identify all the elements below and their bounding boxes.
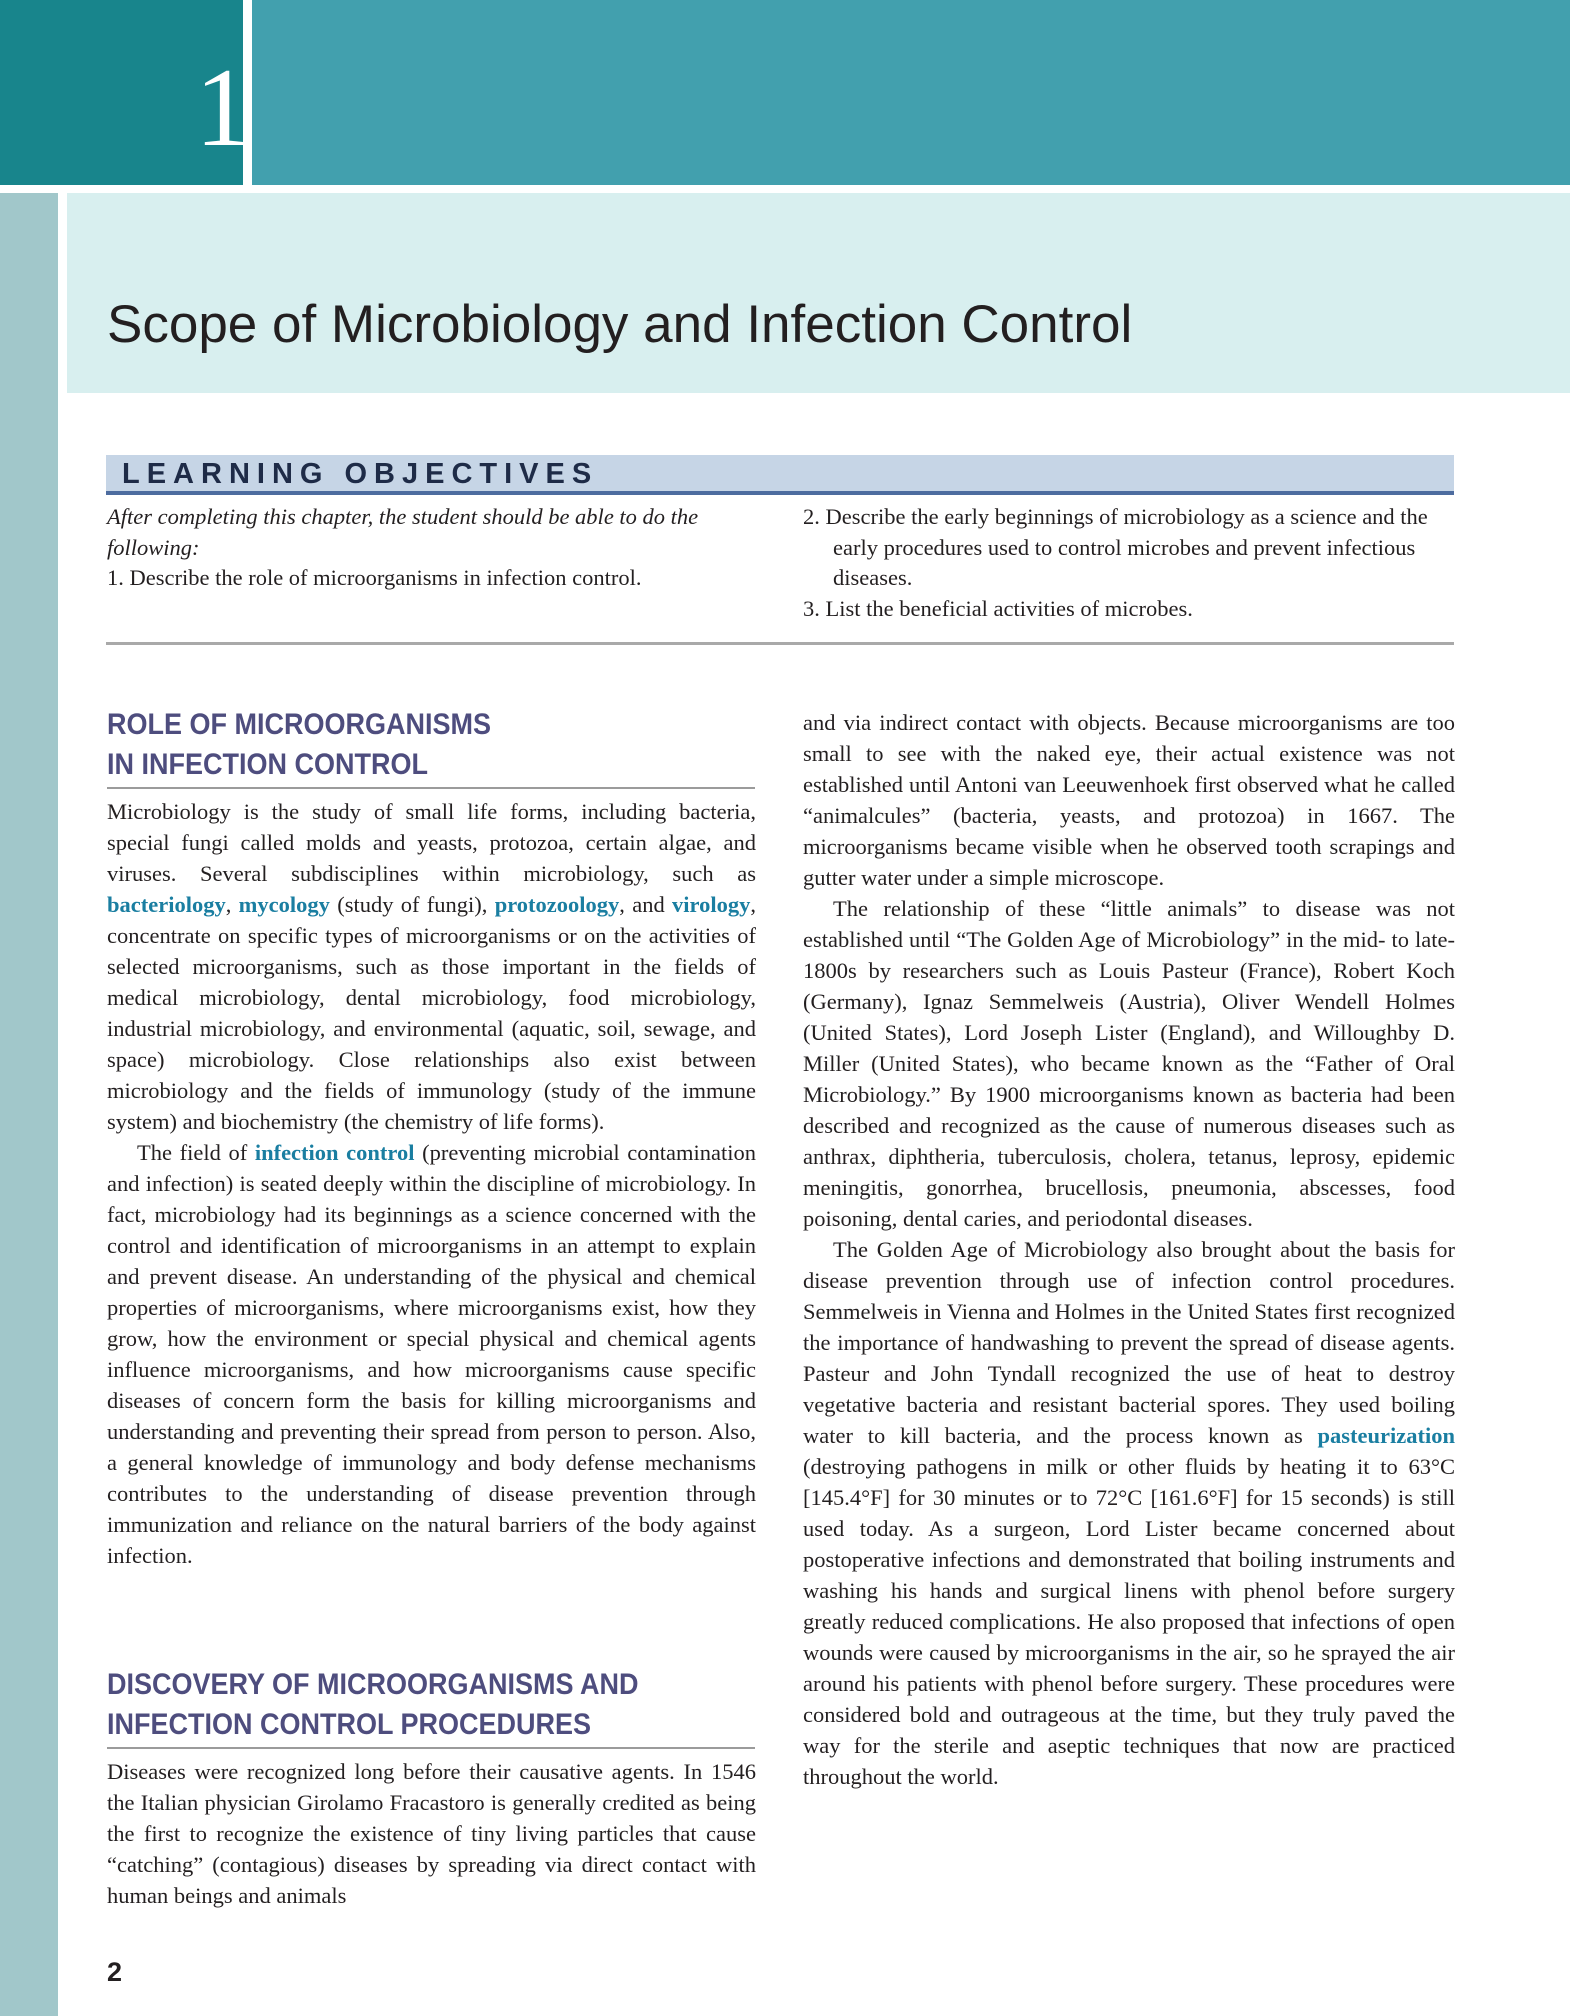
text-run: The Golden Age of Microbiology also brought about the basis for disease prevention through use of infection control procedures. Semmelweis in Vienna and Holmes in the United States first recognized the importance of handwashing to prevent the spread of disease agents. Pasteur and John Tyndall recognized the use of heat to destroy vegetative bacteria and resistant bacterial spores. They used boiling water to kill bacteria, and the process known as (803, 1237, 1455, 1448)
paragraph: Diseases were recognized long before their causative agents. In 1546 the Italian physician Girolamo Fracastoro is generally credited as being the first to recognize the existence of tiny living particles that cause “catching” (contagious) diseases by spreading via direct contact with human beings and animals (107, 1759, 756, 1908)
objective-item: 2. Describe the early beginnings of microbiology as a science and the early procedures used to control microbes and prevent infectious diseases. (803, 504, 1428, 590)
chapter-band-right (252, 0, 1570, 185)
text-run: (destroying pathogens in milk or other fluids by heating it to 63°C [145.4°F] for 30 minutes or to 72°C [161.6°F] for 15 seconds) is still used today. As a surgeon, Lord Lister became concerned about postoperative infections and demonstrated that boiling instruments and washing his hands and surgical linens with phenol before surgery greatly reduced complications. He also proposed that infections of open wounds were caused by microorganisms in the air, so he sprayed the air around his patients with phenol before surgery. These procedures were considered bold and outrageous at the time, but they truly paved the way for the sterile and aseptic techniques that now are practiced throughout the world. (803, 1454, 1455, 1789)
section-heading-role (107, 705, 755, 789)
keyword-infection-control: infection control (254, 1140, 415, 1165)
page-number: 2 (107, 1957, 123, 1987)
paragraph: The relationship of these “little animals” to disease was not established until “The Golden Age of Microbiology” in the mid- to late-1800s by researchers such as Louis Pasteur (France), Robert Koch (Germany), Ignaz Semmelweis (Austria), Oliver Wendell Holmes (United States), Lord Joseph Lister (England), and Willoughby D. Miller (United States), who became known as the “Father of Oral Microbiology.” By 1900 microorganisms known as bacteria had been described and recognized as the cause of numerous diseases such as anthrax, diphtheria, tuberculosis, cholera, tetanus, leprosy, epidemic meningitis, gonorrhea, brucellosis, pneumonia, abscesses, food poisoning, dental caries, and periodontal diseases. (803, 896, 1455, 1231)
text-run: , (225, 892, 239, 917)
chapter-number: 1 (195, 46, 251, 170)
section-heading-line: IN INFECTION CONTROL (107, 748, 428, 781)
keyword-protozoology: protozoology (494, 892, 620, 917)
paragraph (803, 1234, 1455, 1792)
keyword-virology: virology (672, 892, 751, 917)
section-heading-line: ROLE OF MICROORGANISMS (107, 708, 492, 741)
left-column-section2 (107, 1756, 756, 1911)
text-run: (study of fungi), (329, 892, 495, 917)
section-heading-discovery (107, 1665, 755, 1749)
section-heading-line: INFECTION CONTROL PROCEDURES (107, 1708, 592, 1741)
paragraph (107, 796, 756, 1137)
paragraph: and via indirect contact with objects. Because microorganisms are too small to see with the naked eye, their actual existence was not established until Antoni van Leeuwenhoek first observed what he called “animalcules” (bacteria, yeasts, and protozoa) in 1667. The microorganisms became visible when he observed tooth scrapings and gutter water under a simple microscope. (803, 710, 1455, 890)
learning-objectives-right (803, 502, 1463, 624)
objective-item: 1. Describe the role of microorganisms in infection control. (107, 565, 642, 590)
section-heading-line: DISCOVERY OF MICROORGANISMS AND (107, 1668, 639, 1701)
keyword-bacteriology: bacteriology (107, 892, 226, 917)
left-column-section1 (107, 796, 756, 1571)
text-run: The field of (137, 1140, 255, 1165)
side-bar (0, 193, 58, 2016)
title-panel (67, 193, 1570, 393)
learning-objectives-left (107, 502, 767, 594)
learning-objectives-header (106, 455, 1454, 495)
text-run: Microbiology is the study of small life forms, including bacteria, special fungi called molds and yeasts, protozoa, certain algae, and viruses. Several subdisciplines within microbiology, such as (107, 799, 756, 886)
text-run: , concentrate on specific types of microorganisms or on the activities of selected microorganisms, such as those important in the fields of medical microbiology, dental microbiology, food microbiology, industrial microbiology, and environmental (aquatic, soil, sewage, and space) microbiology. Close relationships also exist between microbiology and the fields of immunology (study of the immune system) and biochemistry (the chemistry of life forms). (107, 892, 756, 1134)
keyword-pasteurization: pasteurization (1317, 1423, 1455, 1448)
learning-objectives-rule (106, 642, 1454, 645)
objective-item: 3. List the beneficial activities of microbes. (803, 595, 1193, 621)
right-column (803, 707, 1455, 1792)
learning-objectives-heading: LEARNING OBJECTIVES (122, 458, 599, 490)
learning-objectives-intro: After completing this chapter, the student should be able to do the following: (107, 504, 699, 560)
chapter-title: Scope of Microbiology and Infection Control (107, 295, 1133, 354)
text-run: (preventing microbial contamination and infection) is seated deeply within the discipline of microbiology. In fact, microbiology had its beginnings as a science concerned with the control and identification of microorganisms in an attempt to explain and prevent disease. An understanding of the physical and chemical properties of microorganisms, where microorganisms exist, how they grow, how the environment or special physical and chemical agents influence microorganisms, and how microorganisms cause specific diseases of concern form the basis for killing microorganisms and understanding and preventing their spread from person to person. Also, a general knowledge of immunology and body defense mechanisms contributes to the understanding of disease prevention through immunization and reliance on the natural barriers of the body against infection. (107, 1140, 756, 1568)
paragraph (107, 1137, 756, 1571)
text-run: , and (619, 892, 673, 917)
keyword-mycology: mycology (238, 892, 330, 917)
